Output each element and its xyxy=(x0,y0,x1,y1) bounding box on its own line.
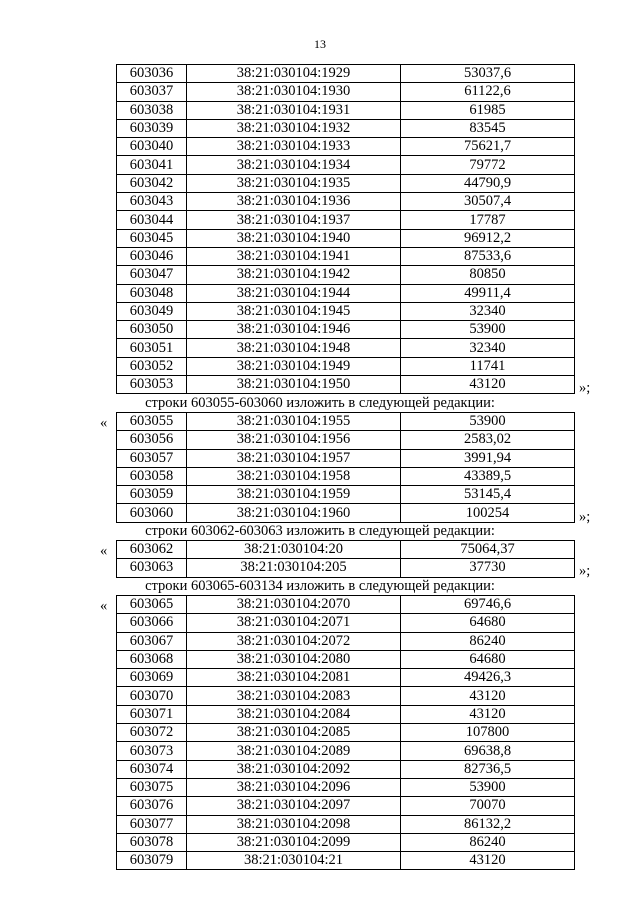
value-cell: 61985 xyxy=(401,101,575,119)
table-row xyxy=(117,339,575,357)
open-quote: « xyxy=(100,415,108,431)
value-cell: 43120 xyxy=(401,687,575,705)
value-cell: 32340 xyxy=(401,302,575,320)
value-cell: 43120 xyxy=(401,852,575,870)
value-cell: 70070 xyxy=(401,797,575,815)
row-number-cell: 603063 xyxy=(117,559,187,577)
row-number-cell: 603040 xyxy=(117,138,187,156)
close-quote: »; xyxy=(579,380,591,397)
value-cell: 53145,4 xyxy=(401,486,575,504)
row-number-cell: 603071 xyxy=(117,705,187,723)
row-number-cell: 603062 xyxy=(117,541,187,559)
cadastral-number-cell: 38:21:030104:1946 xyxy=(187,321,401,339)
row-number-cell: 603052 xyxy=(117,357,187,375)
value-cell: 64680 xyxy=(401,614,575,632)
table-row xyxy=(117,815,575,833)
cadastral-number-cell: 38:21:030104:2070 xyxy=(187,596,401,614)
table-row xyxy=(117,724,575,742)
cadastral-number-cell: 38:21:030104:1932 xyxy=(187,119,401,137)
value-cell: 87533,6 xyxy=(401,247,575,265)
cadastral-number-cell: 38:21:030104:2084 xyxy=(187,705,401,723)
row-number-cell: 603065 xyxy=(117,596,187,614)
table-row xyxy=(117,449,575,467)
row-number-cell: 603046 xyxy=(117,247,187,265)
row-number-cell: 603037 xyxy=(117,83,187,101)
cadastral-number-cell: 38:21:030104:1948 xyxy=(187,339,401,357)
table-row xyxy=(117,101,575,119)
section-caption: строки 603065-603134 изложить в следующей редакции: xyxy=(145,578,495,594)
value-cell: 53900 xyxy=(401,321,575,339)
value-cell: 44790,9 xyxy=(401,174,575,192)
table-row xyxy=(117,742,575,760)
cadastral-number-cell: 38:21:030104:1933 xyxy=(187,138,401,156)
table-row xyxy=(117,229,575,247)
cadastral-number-cell: 38:21:030104:21 xyxy=(187,852,401,870)
cadastral-number-cell: 38:21:030104:1944 xyxy=(187,284,401,302)
table-row xyxy=(117,284,575,302)
value-cell: 61122,6 xyxy=(401,83,575,101)
cadastral-number-cell: 38:21:030104:2099 xyxy=(187,833,401,851)
value-cell: 2583,02 xyxy=(401,431,575,449)
cadastral-number-cell: 38:21:030104:1934 xyxy=(187,156,401,174)
row-number-cell: 603053 xyxy=(117,376,187,394)
value-cell: 53037,6 xyxy=(401,65,575,83)
registry-table xyxy=(116,412,575,523)
row-number-cell: 603043 xyxy=(117,193,187,211)
cadastral-number-cell: 38:21:030104:1941 xyxy=(187,247,401,265)
row-number-cell: 603073 xyxy=(117,742,187,760)
cadastral-number-cell: 38:21:030104:1955 xyxy=(187,413,401,431)
section-caption: строки 603055-603060 изложить в следующей редакции: xyxy=(145,395,495,411)
table-row xyxy=(117,614,575,632)
value-cell: 86240 xyxy=(401,632,575,650)
value-cell: 11741 xyxy=(401,357,575,375)
row-number-cell: 603038 xyxy=(117,101,187,119)
cadastral-number-cell: 38:21:030104:1942 xyxy=(187,266,401,284)
cadastral-number-cell: 38:21:030104:1950 xyxy=(187,376,401,394)
cadastral-number-cell: 38:21:030104:2083 xyxy=(187,687,401,705)
row-number-cell: 603048 xyxy=(117,284,187,302)
value-cell: 17787 xyxy=(401,211,575,229)
table-row xyxy=(117,321,575,339)
row-number-cell: 603055 xyxy=(117,413,187,431)
cadastral-number-cell: 38:21:030104:1956 xyxy=(187,431,401,449)
table-row xyxy=(117,669,575,687)
cadastral-number-cell: 38:21:030104:2081 xyxy=(187,669,401,687)
row-number-cell: 603057 xyxy=(117,449,187,467)
section-caption: строки 603062-603063 изложить в следующей редакции: xyxy=(145,523,495,539)
value-cell: 53900 xyxy=(401,778,575,796)
value-cell: 30507,4 xyxy=(401,193,575,211)
value-cell: 3991,94 xyxy=(401,449,575,467)
value-cell: 69746,6 xyxy=(401,596,575,614)
table-row xyxy=(117,778,575,796)
row-number-cell: 603076 xyxy=(117,797,187,815)
table-row xyxy=(117,486,575,504)
cadastral-number-cell: 38:21:030104:1931 xyxy=(187,101,401,119)
table-row xyxy=(117,247,575,265)
value-cell: 64680 xyxy=(401,650,575,668)
value-cell: 79772 xyxy=(401,156,575,174)
row-number-cell: 603049 xyxy=(117,302,187,320)
row-number-cell: 603060 xyxy=(117,504,187,522)
cadastral-number-cell: 38:21:030104:1945 xyxy=(187,302,401,320)
cadastral-number-cell: 38:21:030104:2072 xyxy=(187,632,401,650)
value-cell: 75064,37 xyxy=(401,541,575,559)
cadastral-number-cell: 38:21:030104:1936 xyxy=(187,193,401,211)
row-number-cell: 603045 xyxy=(117,229,187,247)
cadastral-number-cell: 38:21:030104:2071 xyxy=(187,614,401,632)
value-cell: 96912,2 xyxy=(401,229,575,247)
table-row xyxy=(117,193,575,211)
table-row xyxy=(117,83,575,101)
value-cell: 49911,4 xyxy=(401,284,575,302)
table-row xyxy=(117,119,575,137)
cadastral-number-cell: 38:21:030104:205 xyxy=(187,559,401,577)
row-number-cell: 603042 xyxy=(117,174,187,192)
registry-table xyxy=(116,595,575,870)
cadastral-number-cell: 38:21:030104:1957 xyxy=(187,449,401,467)
table-row xyxy=(117,138,575,156)
cadastral-number-cell: 38:21:030104:1937 xyxy=(187,211,401,229)
table-row xyxy=(117,413,575,431)
cadastral-number-cell: 38:21:030104:1960 xyxy=(187,504,401,522)
row-number-cell: 603044 xyxy=(117,211,187,229)
row-number-cell: 603070 xyxy=(117,687,187,705)
cadastral-number-cell: 38:21:030104:2089 xyxy=(187,742,401,760)
value-cell: 43120 xyxy=(401,705,575,723)
cadastral-number-cell: 38:21:030104:1935 xyxy=(187,174,401,192)
cadastral-number-cell: 38:21:030104:1930 xyxy=(187,83,401,101)
table-row xyxy=(117,357,575,375)
value-cell: 53900 xyxy=(401,413,575,431)
table-row xyxy=(117,65,575,83)
table-row xyxy=(117,833,575,851)
table-row xyxy=(117,852,575,870)
value-cell: 75621,7 xyxy=(401,138,575,156)
value-cell: 49426,3 xyxy=(401,669,575,687)
cadastral-number-cell: 38:21:030104:2096 xyxy=(187,778,401,796)
cadastral-number-cell: 38:21:030104:1940 xyxy=(187,229,401,247)
table-row xyxy=(117,705,575,723)
row-number-cell: 603058 xyxy=(117,467,187,485)
table-row xyxy=(117,760,575,778)
value-cell: 107800 xyxy=(401,724,575,742)
table-row xyxy=(117,504,575,522)
row-number-cell: 603079 xyxy=(117,852,187,870)
cadastral-number-cell: 38:21:030104:2092 xyxy=(187,760,401,778)
table-row xyxy=(117,797,575,815)
value-cell: 86132,2 xyxy=(401,815,575,833)
cadastral-number-cell: 38:21:030104:1949 xyxy=(187,357,401,375)
table-row xyxy=(117,266,575,284)
table-row xyxy=(117,650,575,668)
table-row xyxy=(117,596,575,614)
row-number-cell: 603051 xyxy=(117,339,187,357)
cadastral-number-cell: 38:21:030104:2097 xyxy=(187,797,401,815)
table-row xyxy=(117,156,575,174)
registry-table xyxy=(116,64,575,394)
value-cell: 43120 xyxy=(401,376,575,394)
row-number-cell: 603077 xyxy=(117,815,187,833)
row-number-cell: 603066 xyxy=(117,614,187,632)
table-row xyxy=(117,376,575,394)
row-number-cell: 603075 xyxy=(117,778,187,796)
close-quote: »; xyxy=(579,508,591,525)
open-quote: « xyxy=(100,598,108,614)
cadastral-number-cell: 38:21:030104:1959 xyxy=(187,486,401,504)
row-number-cell: 603047 xyxy=(117,266,187,284)
row-number-cell: 603041 xyxy=(117,156,187,174)
table-row xyxy=(117,541,575,559)
row-number-cell: 603039 xyxy=(117,119,187,137)
value-cell: 100254 xyxy=(401,504,575,522)
row-number-cell: 603056 xyxy=(117,431,187,449)
value-cell: 37730 xyxy=(401,559,575,577)
table-row xyxy=(117,174,575,192)
cadastral-number-cell: 38:21:030104:20 xyxy=(187,541,401,559)
row-number-cell: 603036 xyxy=(117,65,187,83)
value-cell: 43389,5 xyxy=(401,467,575,485)
value-cell: 32340 xyxy=(401,339,575,357)
table-row xyxy=(117,467,575,485)
value-cell: 82736,5 xyxy=(401,760,575,778)
cadastral-number-cell: 38:21:030104:2098 xyxy=(187,815,401,833)
table-row xyxy=(117,302,575,320)
table-row xyxy=(117,559,575,577)
row-number-cell: 603050 xyxy=(117,321,187,339)
cadastral-number-cell: 38:21:030104:1958 xyxy=(187,467,401,485)
row-number-cell: 603068 xyxy=(117,650,187,668)
table-row xyxy=(117,211,575,229)
row-number-cell: 603069 xyxy=(117,669,187,687)
row-number-cell: 603059 xyxy=(117,486,187,504)
cadastral-number-cell: 38:21:030104:2085 xyxy=(187,724,401,742)
table-row xyxy=(117,632,575,650)
cadastral-number-cell: 38:21:030104:1929 xyxy=(187,65,401,83)
row-number-cell: 603078 xyxy=(117,833,187,851)
value-cell: 83545 xyxy=(401,119,575,137)
value-cell: 80850 xyxy=(401,266,575,284)
row-number-cell: 603067 xyxy=(117,632,187,650)
registry-table xyxy=(116,540,575,578)
row-number-cell: 603074 xyxy=(117,760,187,778)
page-number: 13 xyxy=(314,37,326,51)
value-cell: 69638,8 xyxy=(401,742,575,760)
table-row xyxy=(117,687,575,705)
value-cell: 86240 xyxy=(401,833,575,851)
close-quote: »; xyxy=(579,563,591,580)
table-row xyxy=(117,431,575,449)
row-number-cell: 603072 xyxy=(117,724,187,742)
cadastral-number-cell: 38:21:030104:2080 xyxy=(187,650,401,668)
open-quote: « xyxy=(100,543,108,559)
